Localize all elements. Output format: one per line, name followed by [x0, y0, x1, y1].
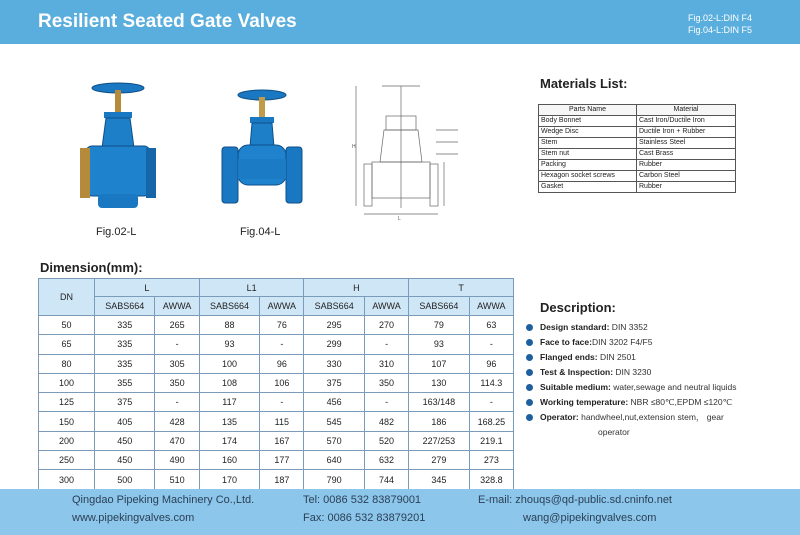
dimension-value-cell: 428	[155, 412, 199, 431]
dimension-value-cell: -	[469, 335, 513, 354]
footer-tel: Tel: 0086 532 83879001	[303, 494, 422, 506]
dimension-value-cell: 570	[304, 431, 364, 450]
materials-row	[539, 182, 736, 193]
dimension-value-cell: 93	[409, 335, 469, 354]
bullet-icon	[526, 369, 533, 376]
dimension-value-cell: 96	[260, 354, 304, 373]
description-label: Test & Inspection:	[540, 367, 614, 377]
materials-row	[539, 160, 736, 171]
dimension-value-cell: 130	[409, 373, 469, 392]
description-value: DIN 3352	[609, 322, 648, 332]
description-label: Operator:	[540, 412, 579, 422]
dimension-value-cell: -	[364, 393, 408, 412]
materials-part-cell: Body Bonnet	[539, 116, 637, 127]
dimension-value-cell: 108	[199, 373, 259, 392]
dimension-value-cell: 187	[260, 470, 304, 489]
description-value: DIN 3202 F4/F5	[591, 337, 653, 347]
description-value: NBR ≤80℃,EPDM ≤120℃	[628, 397, 733, 407]
materials-row	[539, 127, 736, 138]
dimension-value-cell: 744	[364, 470, 408, 489]
materials-part-cell: Stem nut	[539, 149, 637, 160]
dimension-value-cell: 490	[155, 451, 199, 470]
dimension-value-cell: 295	[304, 316, 364, 335]
dimension-value-cell: 335	[95, 335, 155, 354]
dimension-value-cell: 219.1	[469, 431, 513, 450]
materials-part-cell: Hexagon socket screws	[539, 171, 637, 182]
bullet-icon	[526, 354, 533, 361]
dimension-value-cell: 520	[364, 431, 408, 450]
page-title: Resilient Seated Gate Valves	[38, 11, 297, 32]
dimension-value-cell: 160	[199, 451, 259, 470]
dimension-value-cell: 632	[364, 451, 408, 470]
description-item	[526, 320, 796, 335]
dimension-value-cell: 168.25	[469, 412, 513, 431]
materials-material-cell: Rubber	[637, 182, 736, 193]
dimension-value-cell: 63	[469, 316, 513, 335]
dimension-value-cell: -	[364, 335, 408, 354]
bullet-icon	[526, 339, 533, 346]
dimension-value-cell: 375	[95, 393, 155, 412]
dimension-value-cell: 305	[155, 354, 199, 373]
dimension-value-cell: 76	[260, 316, 304, 335]
dimension-header-group: T	[409, 279, 514, 297]
dimension-subheader: SABS664	[409, 297, 469, 316]
bullet-icon	[526, 399, 533, 406]
description-value: water,sewage and neutral liquids	[610, 382, 737, 392]
materials-header-part: Parts Name	[539, 105, 637, 116]
description-label: Suitable medium:	[540, 382, 611, 392]
materials-row	[539, 116, 736, 127]
figure-standards	[688, 12, 752, 36]
dimension-value-cell: 299	[304, 335, 364, 354]
dimension-row	[39, 354, 514, 373]
materials-part-cell: Gasket	[539, 182, 637, 193]
bullet-icon	[526, 324, 533, 331]
materials-material-cell: Ductile Iron + Rubber	[637, 127, 736, 138]
dimension-dn-cell: 300	[39, 470, 95, 489]
dimension-value-cell: 500	[95, 470, 155, 489]
description-list	[526, 320, 796, 440]
materials-material-cell: Rubber	[637, 160, 736, 171]
dimension-value-cell: 335	[95, 316, 155, 335]
dimension-value-cell: -	[260, 393, 304, 412]
dimension-value-cell: 163/148	[409, 393, 469, 412]
footer-email-2: wang@pipekingvalves.com	[523, 512, 657, 524]
dimension-dn-cell: 65	[39, 335, 95, 354]
description-label: Design standard:	[540, 322, 610, 332]
dimension-value-cell: 273	[469, 451, 513, 470]
dimension-subheader: AWWA	[364, 297, 408, 316]
dimension-value-cell: 100	[199, 354, 259, 373]
materials-material-cell: Carbon Steel	[637, 171, 736, 182]
dimension-value-cell: 79	[409, 316, 469, 335]
dimension-value-cell: 640	[304, 451, 364, 470]
dimension-row	[39, 451, 514, 470]
dimension-value-cell: 227/253	[409, 431, 469, 450]
dimension-value-cell: 450	[95, 451, 155, 470]
materials-row	[539, 138, 736, 149]
dimension-row	[39, 393, 514, 412]
dimension-value-cell: 375	[304, 373, 364, 392]
dimension-subheader: SABS664	[199, 297, 259, 316]
dimension-value-cell: 510	[155, 470, 199, 489]
dimension-value-cell: 450	[95, 431, 155, 450]
dimension-value-cell: 355	[95, 373, 155, 392]
dimension-row	[39, 431, 514, 450]
dimension-value-cell: 270	[364, 316, 408, 335]
materials-header-material: Material	[637, 105, 736, 116]
materials-row	[539, 149, 736, 160]
description-item	[526, 350, 796, 365]
dimension-value-cell: 265	[155, 316, 199, 335]
dimension-value-cell: 456	[304, 393, 364, 412]
dimension-table	[38, 278, 514, 490]
dimension-value-cell: 328.8	[469, 470, 513, 489]
materials-part-cell: Packing	[539, 160, 637, 171]
dimension-value-cell: 330	[304, 354, 364, 373]
dimension-subheader: SABS664	[304, 297, 364, 316]
materials-table	[538, 104, 736, 193]
footer-email: E-mail: zhouqs@qd-public.sd.cninfo.net	[478, 494, 672, 506]
drawing-label-h: H	[352, 144, 356, 150]
dimension-row	[39, 470, 514, 489]
dimension-dn-cell: 150	[39, 412, 95, 431]
description-value: handwheel,nut,extension stem， gear	[578, 412, 724, 422]
dimension-value-cell: 170	[199, 470, 259, 489]
dimension-value-cell: 310	[364, 354, 408, 373]
dimension-value-cell: 405	[95, 412, 155, 431]
materials-part-cell: Wedge Disc	[539, 127, 637, 138]
footer-banner	[0, 489, 800, 535]
fig04-caption: Fig.04-L	[240, 226, 281, 238]
dimension-value-cell: 107	[409, 354, 469, 373]
dimension-value-cell: 174	[199, 431, 259, 450]
dimension-value-cell: 482	[364, 412, 408, 431]
materials-row	[539, 171, 736, 182]
dimension-value-cell: 167	[260, 431, 304, 450]
dimension-dn-cell: 250	[39, 451, 95, 470]
dimension-header-group: L	[95, 279, 200, 297]
valve-technical-drawing	[350, 76, 462, 222]
description-label: Flanged ends:	[540, 352, 598, 362]
dimension-value-cell: 350	[155, 373, 199, 392]
description-value: DIN 2501	[597, 352, 636, 362]
description-item	[526, 395, 796, 410]
dimension-value-cell: 790	[304, 470, 364, 489]
dimension-value-cell: 186	[409, 412, 469, 431]
dimension-row	[39, 335, 514, 354]
dimension-value-cell: 177	[260, 451, 304, 470]
valve-fig02-image	[78, 78, 158, 218]
description-item	[526, 365, 796, 380]
dimension-value-cell: 135	[199, 412, 259, 431]
dimension-value-cell: 93	[199, 335, 259, 354]
bullet-icon	[526, 384, 533, 391]
fig-standard-line-1: Fig.02-L:DIN F4	[687, 13, 752, 23]
description-continuation: operator	[598, 427, 630, 437]
dimension-value-cell: 96	[469, 354, 513, 373]
dimension-subheader: SABS664	[95, 297, 155, 316]
materials-material-cell: Cast Brass	[637, 149, 736, 160]
valve-fig04-image	[220, 85, 304, 210]
dimension-value-cell: 117	[199, 393, 259, 412]
materials-material-cell: Stainless Steel	[637, 138, 736, 149]
dimension-header-dn: DN	[39, 279, 95, 316]
description-label: Working temperature:	[540, 397, 629, 407]
dimension-value-cell: 470	[155, 431, 199, 450]
dimension-row	[39, 373, 514, 392]
dimension-subheader: AWWA	[155, 297, 199, 316]
footer-fax: Fax: 0086 532 83879201	[303, 512, 426, 524]
fig02-caption: Fig.02-L	[96, 226, 137, 238]
dimension-value-cell: 115	[260, 412, 304, 431]
dimension-subheader: AWWA	[469, 297, 513, 316]
dimension-row	[39, 316, 514, 335]
dimension-value-cell: -	[155, 393, 199, 412]
dimension-value-cell: -	[155, 335, 199, 354]
dimension-value-cell: 335	[95, 354, 155, 373]
footer-company: Qingdao Pipeking Machinery Co.,Ltd.	[72, 494, 255, 506]
description-item	[526, 410, 796, 440]
fig-standard-line-2: Fig.04-L:DIN F5	[687, 25, 752, 35]
materials-part-cell: Stem	[539, 138, 637, 149]
dimension-dn-cell: 50	[39, 316, 95, 335]
dimension-value-cell: 279	[409, 451, 469, 470]
dimension-value-cell: 350	[364, 373, 408, 392]
dimension-value-cell: 88	[199, 316, 259, 335]
dimension-value-cell: 114.3	[469, 373, 513, 392]
description-value: DIN 3230	[613, 367, 652, 377]
dimension-dn-cell: 100	[39, 373, 95, 392]
bullet-icon	[526, 414, 533, 421]
description-label: Face to face:	[540, 337, 592, 347]
dimension-header-group: L1	[199, 279, 304, 297]
dimension-value-cell: 545	[304, 412, 364, 431]
dimension-header-group: H	[304, 279, 409, 297]
dimension-dn-cell: 80	[39, 354, 95, 373]
description-item	[526, 380, 796, 395]
description-item	[526, 335, 796, 350]
description-title: Description:	[540, 300, 616, 315]
drawing-label-l: L	[398, 216, 401, 222]
materials-title: Materials List:	[540, 76, 628, 91]
dimension-title: Dimension(mm):	[40, 260, 143, 275]
dimension-value-cell: 106	[260, 373, 304, 392]
materials-material-cell: Cast Iron/Ductile Iron	[637, 116, 736, 127]
dimension-dn-cell: 200	[39, 431, 95, 450]
dimension-value-cell: -	[260, 335, 304, 354]
dimension-subheader: AWWA	[260, 297, 304, 316]
dimension-value-cell: 345	[409, 470, 469, 489]
footer-website: www.pipekingvalves.com	[72, 512, 195, 524]
dimension-dn-cell: 125	[39, 393, 95, 412]
dimension-value-cell: -	[469, 393, 513, 412]
header-banner	[0, 0, 800, 44]
dimension-row	[39, 412, 514, 431]
